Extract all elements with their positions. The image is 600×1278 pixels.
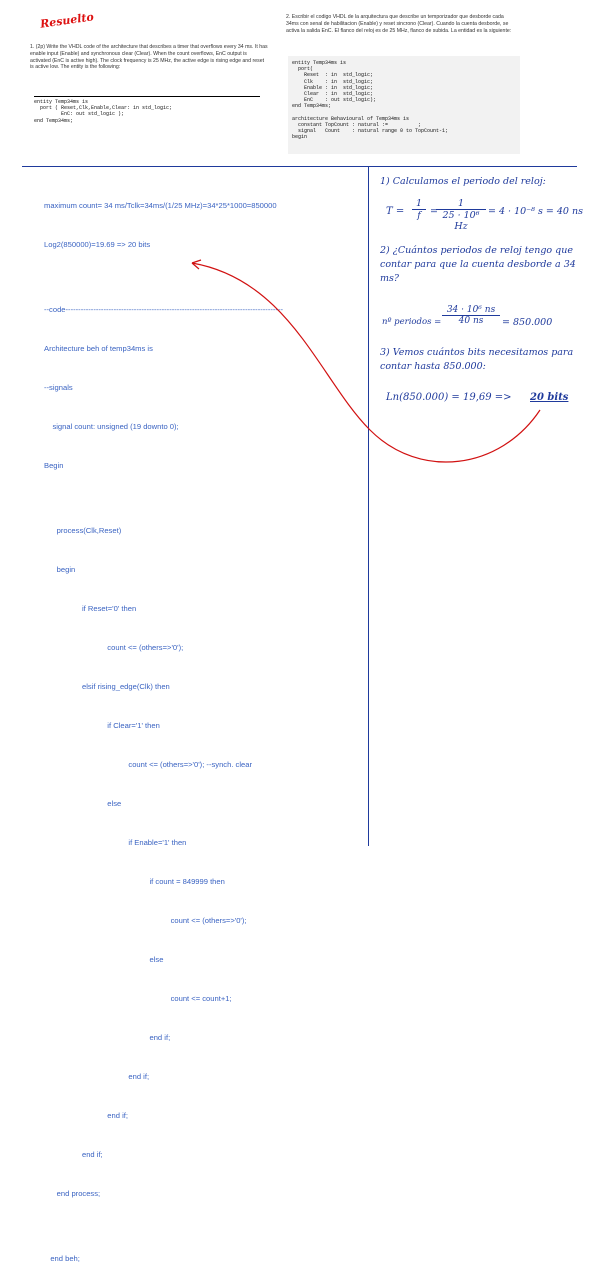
step-1-heading: 1) Calculamos el periodo del reloj: (380, 176, 546, 187)
fraction-2-denominator: 25 · 10⁶ Hz (436, 209, 486, 232)
code-line: end if; (44, 1150, 103, 1159)
code-line: end if; (44, 1033, 171, 1042)
code-line: else (44, 799, 122, 808)
period-result: = 4 · 10⁻⁸ s = 40 ns (488, 206, 583, 217)
code-line: if Clear='1' then (44, 721, 160, 730)
code-line: else (44, 955, 164, 964)
code-line: count <= count+1; (44, 994, 232, 1003)
fraction-1-denominator: f (412, 209, 426, 221)
step-2-heading: 2) ¿Cuántos periodos de reloj tengo que contar para que la cuenta desborde a 34 ms? (380, 245, 576, 284)
step-3-heading: 3) Vemos cuántos bits necesitamos para contar hasta 850.000: (380, 347, 574, 372)
code-line: end process; (44, 1189, 101, 1198)
periods-label: nº periodos = (382, 317, 442, 327)
code-line: count <= (others=>'0'); (44, 643, 184, 652)
question-2-entity-code: entity Temp34ms is port( Reset : in std_logic; Clk : in std_logic; Enable : in std_logic; Clear : in std_logic; EnC : out std_logic); end Temp34ms; architecture Behavioural of Temp34ms is constant TopCount : natural := ; signal Count : natural range 0 to TopCount-1; begin (288, 56, 520, 154)
question-2-text: 2. Escribir el codigo VHDL de la arquitectura que describe un temporizador que desborde cada 34ms con senal de habilitacion (Enable) y reset sincrono (Clear). Cuando la cuenta desborde, se activa la salida EnC. El flanco del reloj es de 25 MHz, flanco de subida. La entidad es la siguiente: (286, 14, 512, 34)
periods-result: = 850.000 (502, 317, 553, 328)
code-line: --signals (44, 383, 73, 392)
code-line: signal count: unsigned (19 downto 0); (44, 422, 179, 431)
code-line: if Enable='1' then (44, 838, 187, 847)
question-1-entity-code: entity Temp34ms is port ( Reset,Clk,Enable,Clear: in std_logic; EnC: out std_logic ); end Temp34ms; (34, 96, 260, 127)
code-line: begin (44, 565, 76, 574)
fraction-1-numerator: 1 (415, 198, 423, 209)
code-line: end beh; (44, 1254, 80, 1263)
code-line: Begin (44, 461, 64, 470)
code-line: elsif rising_edge(Clk) then (44, 682, 170, 691)
period-label: T = (386, 206, 405, 217)
code-line: count <= (others=>'0'); (44, 916, 247, 925)
code-line: --code-------------------------------------------------------------------------------------- (44, 305, 283, 314)
code-line: process(Clk,Reset) (44, 526, 122, 535)
resuelto-stamp: Resuelto (39, 10, 95, 31)
log-result: 20 bits (530, 392, 569, 403)
fraction-3-numerator: 34 · 10⁶ ns (446, 305, 496, 315)
code-line: count <= (others=>'0'); --synch. clear (44, 760, 253, 769)
code-line: Log2(850000)=19.69 => 20 bits (44, 240, 151, 249)
equals-sign: = (430, 206, 438, 217)
code-line: end if; (44, 1072, 150, 1081)
code-line: end if; (44, 1111, 128, 1120)
code-line: maximum count= 34 ms/Tclk=34ms/(1/25 MHz)=34*25*1000=850000 (44, 201, 277, 210)
code-line: if Reset='0' then (44, 604, 137, 613)
fraction-3-denominator: 40 ns (442, 315, 500, 326)
code-line: Architecture beh of temp34ms is (44, 344, 153, 353)
fraction-2-numerator: 1 (457, 198, 465, 209)
question-1-text: 1. (2p) Write the VHDL code of the architecture that describes a timer that overflows every 34 ms. It has enable input (Enable) and synchronous clear (Clear). When the count overflows, EnC output is activated (EnC is active high). The clock frequency is 25 MHz, the active edge is rising edge and reset is active low. The entity is the following: (30, 44, 268, 71)
log-expression: Ln(850.000) = 19,69 => (386, 392, 512, 403)
code-line: if count = 849999 then (44, 877, 225, 886)
arrow-path (192, 263, 540, 462)
